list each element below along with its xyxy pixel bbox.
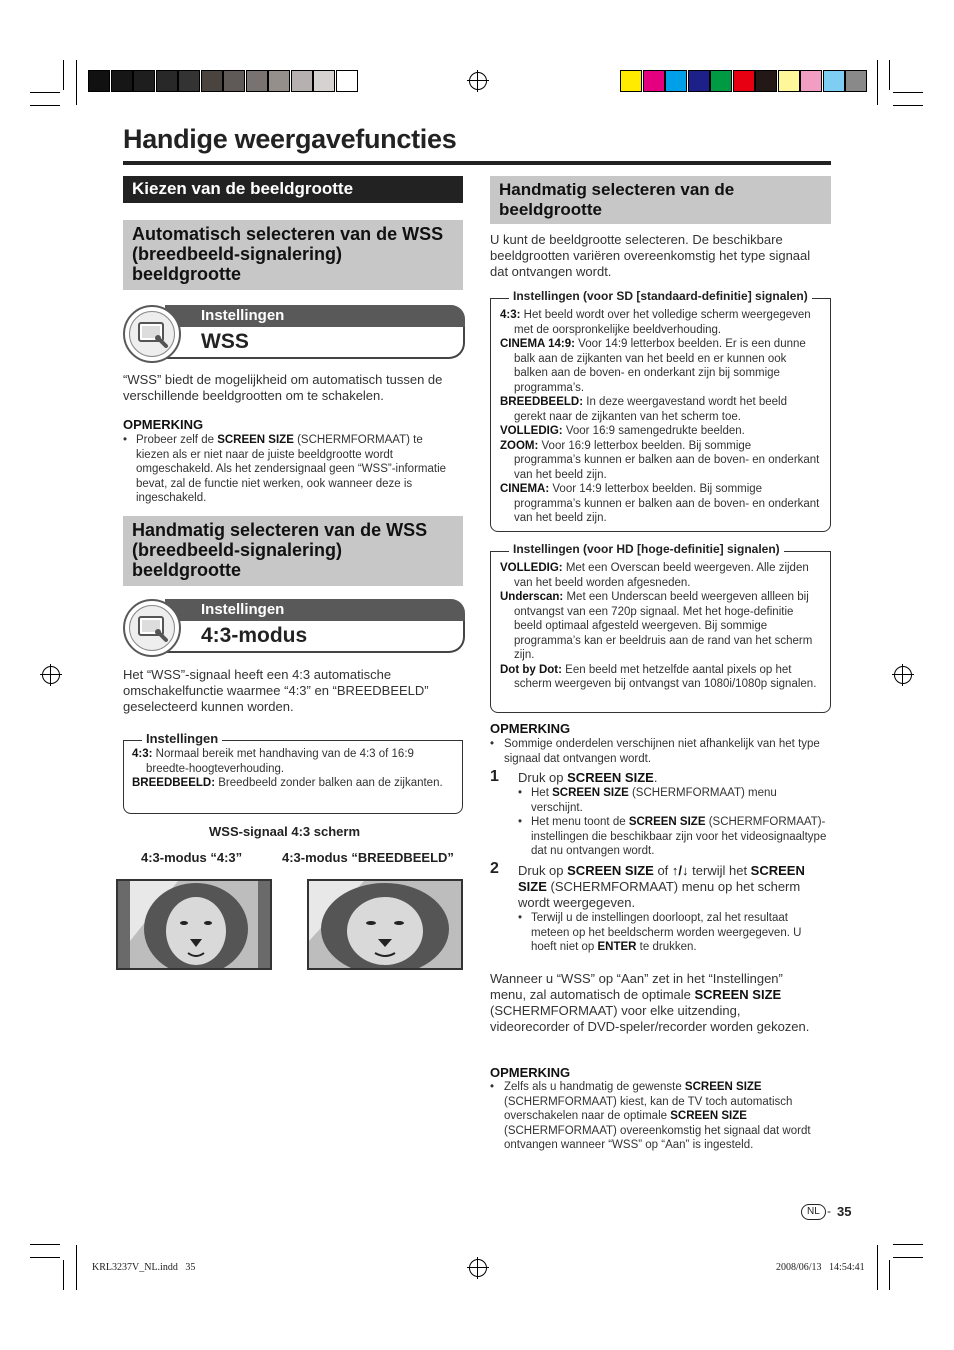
color-swatch	[733, 70, 755, 92]
color-swatch	[133, 70, 155, 92]
color-swatch	[665, 70, 687, 92]
crop-mark	[889, 1260, 890, 1290]
definition-item	[500, 337, 820, 395]
settings-value: WSS	[165, 327, 465, 359]
section-bar: Kiezen van de beeldgrootte	[123, 176, 463, 203]
crop-mark	[877, 1245, 878, 1290]
definition-desc: Voor 16:9 letterbox beelden. Bij sommige programma’s kunnen er balken aan de boven- en onderkant van het beeld zijn.	[514, 439, 820, 481]
registration-mark	[469, 72, 487, 90]
language-badge: NL	[801, 1204, 826, 1220]
definition-desc: Het beeld wordt over het volledige scherm weergegeven met de oorspronkelijke beeldverhouding.	[514, 309, 811, 336]
definition-item	[500, 561, 820, 590]
auto-select-heading: Automatisch selecteren van de WSS (breedbeeld-signalering) beeldgrootte	[123, 220, 463, 290]
settings-wss-pill	[123, 305, 465, 359]
color-swatch	[313, 70, 335, 92]
color-swatch	[88, 70, 110, 92]
color-swatch	[336, 70, 358, 92]
sd-settings-box	[490, 289, 831, 532]
color-swatch	[778, 70, 800, 92]
footer-file: KRL3237V_NL.indd 35	[92, 1262, 196, 1273]
definition-term: VOLLEDIG:	[500, 562, 563, 574]
crop-mark	[30, 1257, 60, 1258]
settings-icon	[123, 305, 181, 363]
color-swatch	[755, 70, 777, 92]
color-swatch	[201, 70, 223, 92]
manual-select-heading: Handmatig selecteren van de beeldgrootte	[490, 176, 831, 224]
definition-item	[132, 776, 452, 791]
step-number: 1	[490, 768, 499, 785]
note-text: Sommige onderdelen verschijnen niet afhankelijk van het type signaal dat ontvangen wordt.	[504, 738, 820, 765]
definition-term: BREEDBEELD:	[132, 777, 216, 789]
registration-mark	[894, 666, 912, 684]
definition-desc: Voor 16:9 samengedrukte beelden.	[562, 425, 745, 437]
settings-43-pill	[123, 599, 465, 653]
crop-mark	[30, 105, 60, 106]
color-swatch	[268, 70, 290, 92]
crop-mark	[893, 1244, 923, 1245]
crop-mark	[893, 92, 923, 93]
definition-term: CINEMA:	[500, 483, 550, 495]
page-number: 35	[837, 1204, 852, 1219]
crop-mark	[76, 60, 77, 105]
note-title: OPMERKING	[490, 721, 571, 736]
crop-mark	[889, 60, 890, 90]
step-number: 2	[490, 860, 499, 877]
hd-settings-box	[490, 542, 831, 713]
note-title: OPMERKING	[490, 1065, 571, 1080]
definition-item	[132, 747, 452, 776]
registration-mark	[42, 666, 60, 684]
definition-desc: Voor 14:9 letterbox beelden. Er is een dunne balk aan de zijkanten van het beeld en er kunnen ook balken aan de boven- en onderkant zijn bij sommige programma’s.	[514, 338, 806, 394]
up-down-arrow-icon: ↑/↓	[671, 863, 689, 878]
definition-item	[500, 663, 820, 692]
definition-term: VOLLEDIG:	[500, 425, 563, 437]
step-1-text: Druk op SCREEN SIZE.	[518, 770, 658, 785]
settings-box-title: Instellingen	[142, 731, 222, 746]
definition-desc: Met een Underscan beeld weergeven allleen bij ontvangst van een 720p signaal. Met het hoge-definitie beeld optimaal afgesteld weergeven. Bij sommige programma’s kan er beeldruis aan de rand van het scherm zijn.	[514, 591, 813, 661]
caption-43: 4:3-modus “4:3”	[141, 850, 243, 865]
definition-desc: Normaal bereik met handhaving van de 4:3 of 16:9 breedte-hoogteverhouding.	[146, 748, 414, 775]
manual-wss-heading: Handmatig selecteren van de WSS (breedbeeld-signalering) beeldgrootte	[123, 516, 463, 586]
settings-label: Instellingen	[165, 305, 465, 327]
color-swatch	[688, 70, 710, 92]
color-swatch	[111, 70, 133, 92]
crop-mark	[76, 1245, 77, 1290]
wss-paragraph: Wanneer u “WSS” op “Aan” zet in het “Instellingen” menu, zal automatisch de optimale SCREEN SIZE (SCHERMFORMAAT) voor elke uitzending, videorecorder of DVD-speler/recorder worden gekozen.	[490, 971, 810, 1034]
note-title: OPMERKING	[123, 417, 204, 432]
wss-description: “WSS” biedt de mogelijkheid om automatisch tussen de verschillende beeldgrootten om te schakelen.	[123, 372, 443, 403]
caption-breedbeeld: 4:3-modus “BREEDBEELD”	[282, 850, 454, 865]
registration-mark	[469, 1259, 487, 1277]
definition-item	[500, 482, 820, 526]
definition-item	[500, 308, 820, 337]
crop-mark	[30, 92, 60, 93]
lion-image-breedbeeld	[307, 879, 463, 970]
sd-settings-list	[500, 308, 820, 526]
definition-desc: In deze weergavestand wordt het beeld gerekt naar de zijkanten van het scherm toe.	[514, 396, 788, 423]
color-swatch	[291, 70, 313, 92]
crop-mark	[63, 1260, 64, 1290]
definition-desc: Voor 14:9 letterbox beelden. Bij sommige programma’s kunnen er balken aan de boven- en onderkant van het beeld zijn.	[514, 483, 820, 524]
definition-term: 4:3:	[500, 309, 521, 321]
color-swatch	[246, 70, 268, 92]
mode-description: Het “WSS”-signaal heeft een 4:3 automatische omschakelfunctie waarmee “4:3” en “BREEDBEELD” geselecteerd kunnen worden.	[123, 667, 429, 714]
definition-desc: Met een Overscan beeld weergeven. Alle zijden van het beeld worden afgesneden.	[514, 562, 809, 589]
color-swatch	[710, 70, 732, 92]
intro-text: U kunt de beeldgrootte selecteren. De beschikbare beeldgrootten variëren overeenkomstig het type signaal dat ontvangen wordt.	[490, 232, 811, 279]
settings-box-list	[132, 747, 452, 791]
hd-settings-list	[500, 561, 820, 692]
color-swatch	[156, 70, 178, 92]
color-swatch	[800, 70, 822, 92]
settings-icon	[123, 599, 181, 657]
bullet: •	[490, 1081, 495, 1093]
step-1-bullet-2: Het menu toont de SCREEN SIZE (SCHERMFORMAAT)-instellingen die beschikbaar zijn voor het videosignaaltype dat nu ontvangen wordt.	[531, 816, 827, 857]
step-2-text: Druk op SCREEN SIZE of ↑/↓ terwijl het SCREEN SIZE (SCHERMFORMAAT) menu op het scherm wordt weergegeven.	[518, 863, 805, 910]
color-swatch	[643, 70, 665, 92]
wss-signal-caption: WSS-signaal 4:3 scherm	[209, 824, 360, 839]
crop-mark	[893, 105, 923, 106]
definition-item	[500, 590, 820, 663]
definition-desc: Breedbeeld zonder balken aan de zijkanten.	[215, 777, 443, 789]
color-swatch	[620, 70, 642, 92]
bullet: •	[123, 434, 128, 446]
definition-desc: Een beeld met hetzelfde aantal pixels op het scherm weergeven bij ontvangst van 1080i/1080p signalen.	[514, 663, 817, 690]
bullet: •	[490, 738, 495, 750]
step-1-bullet-1: Het SCREEN SIZE (SCHERMFORMAAT) menu verschijnt.	[531, 787, 777, 814]
settings-box	[123, 731, 463, 814]
note-text: Zelfs als u handmatig de gewenste SCREEN SIZE (SCHERMFORMAAT) kiest, kan de TV toch automatisch overschakelen naar de optimale SCREEN SIZE (SCHERMFORMAAT) overeenkomstig het signaal dat wordt ontvangen wanneer “WSS” op “Aan” is ingesteld.	[504, 1081, 811, 1151]
crop-mark	[893, 1257, 923, 1258]
bullet: •	[518, 787, 523, 799]
definition-item	[500, 439, 820, 483]
lion-image-43	[116, 879, 272, 970]
step-2-bullet-1: Terwijl u de instellingen doorloopt, zal het resultaat meteen op het beeldscherm worden weergegeven. U hoeft niet op ENTER te drukken.	[531, 912, 802, 953]
title-rule	[123, 161, 831, 165]
page-number-dash: -	[827, 1204, 831, 1218]
page-title: Handige weergavefuncties	[123, 124, 457, 154]
sd-settings-title: Instellingen (voor SD [standaard-definitie] signalen)	[509, 289, 812, 303]
crop-mark	[877, 60, 878, 105]
definition-term: Underscan:	[500, 591, 564, 603]
crop-mark	[30, 1244, 60, 1245]
bullet: •	[518, 912, 523, 924]
crop-mark	[63, 60, 64, 90]
bullet: •	[518, 816, 523, 828]
color-swatch	[178, 70, 200, 92]
definition-term: BREEDBEELD:	[500, 396, 584, 408]
color-swatch	[823, 70, 845, 92]
definition-term: 4:3:	[132, 748, 153, 760]
settings-label: Instellingen	[165, 599, 465, 621]
hd-settings-title: Instellingen (voor HD [hoge-definitie] signalen)	[509, 542, 784, 556]
definition-term: CINEMA 14:9:	[500, 338, 575, 350]
definition-term: Dot by Dot:	[500, 663, 562, 676]
definition-item	[500, 395, 820, 424]
definition-item	[500, 424, 820, 439]
definition-term: ZOOM:	[500, 439, 539, 452]
color-swatch	[845, 70, 867, 92]
footer-date: 2008/06/13 14:54:41	[776, 1262, 865, 1273]
color-swatch	[223, 70, 245, 92]
note-text: Probeer zelf de SCREEN SIZE (SCHERMFORMAAT) te kiezen als er niet naar de juiste beeldgrootte wordt omgeschakeld. Als het zendersignaal geen “WSS”-informatie bevat, zal de functie niet werken, ook wanneer deze is ingeschakeld.	[136, 434, 447, 504]
settings-value: 4:3-modus	[165, 621, 465, 653]
